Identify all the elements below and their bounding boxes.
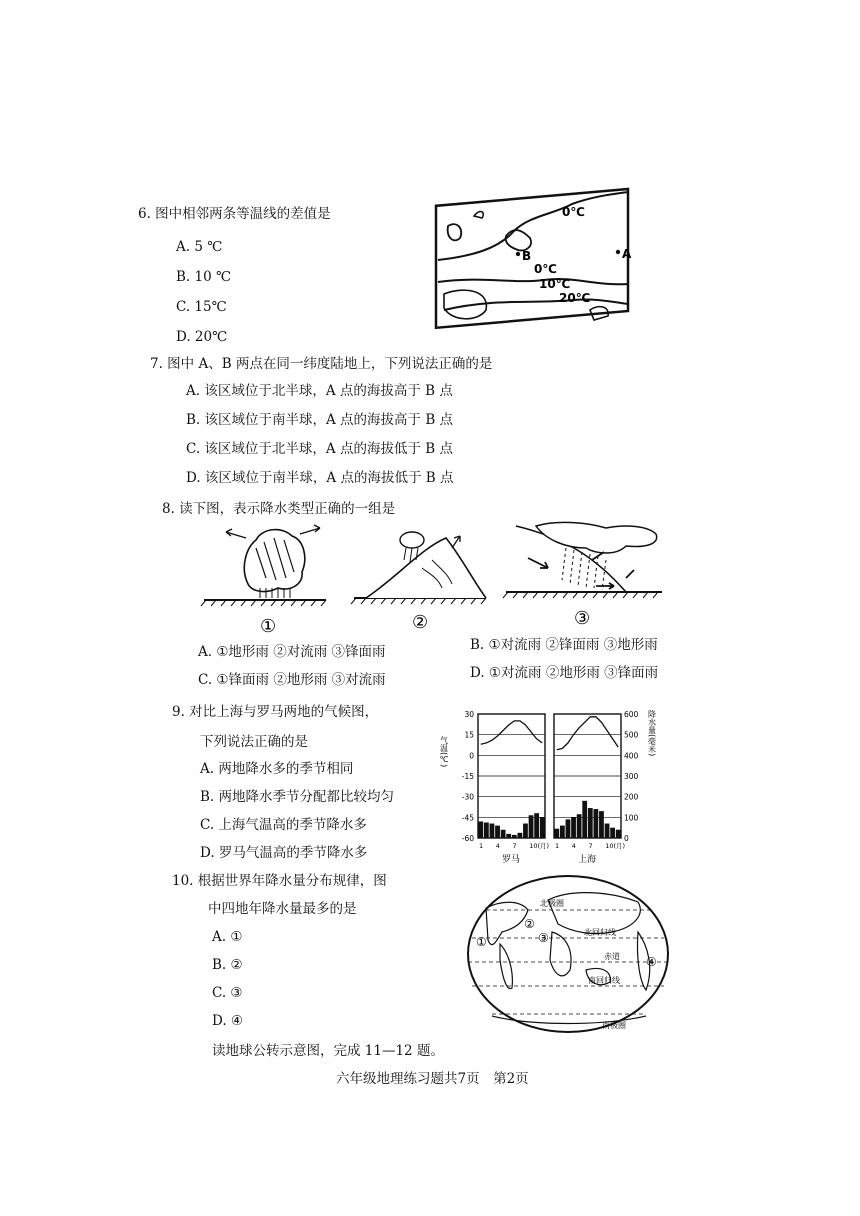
month-tick-label: 10(月): [529, 842, 550, 850]
left-axis-title: 气温(℃): [440, 736, 449, 768]
label-tropic-cancer: 北回归线: [584, 928, 616, 937]
q7-option-a[interactable]: A. 该区域位于北半球，A 点的海拔高于 B 点: [186, 383, 453, 399]
precipitation-bar: [593, 809, 598, 838]
month-tick-label: 7: [512, 842, 517, 850]
q9-option-c[interactable]: C. 上海气温高的季节降水多: [200, 817, 367, 833]
right-tick-label: 100: [624, 813, 639, 823]
precipitation-bar: [512, 835, 517, 838]
month-tick-label: 10(月): [605, 842, 626, 850]
month-tick-label: 4: [495, 842, 500, 850]
precipitation-bar: [571, 817, 576, 838]
page-footer: 六年级地理练习题共7页 第2页: [336, 1071, 529, 1087]
left-tick-label: 30: [464, 710, 474, 719]
precipitation-bar: [501, 830, 506, 838]
isotherm-map: [434, 186, 632, 332]
island-shape: [448, 224, 462, 240]
q9-option-d[interactable]: D. 罗马气温高的季节降水多: [200, 845, 368, 861]
precipitation-bar: [610, 828, 615, 838]
q7-option-c[interactable]: C. 该区域位于北半球，A 点的海拔低于 B 点: [186, 441, 453, 457]
precipitation-bar: [490, 824, 495, 838]
label-0c-mid: 0℃: [534, 262, 557, 276]
right-tick-label: 500: [624, 730, 639, 740]
q10-option-a[interactable]: A. ①: [212, 929, 243, 945]
precipitation-bar: [616, 830, 621, 838]
label-b: B: [522, 249, 532, 263]
label-0c-top: 0℃: [562, 205, 585, 219]
q6-option-c[interactable]: C. 15℃: [176, 299, 227, 315]
q8-question: 8. 读下图，表示降水类型正确的一组是: [162, 501, 396, 517]
q6-option-a[interactable]: A. 5 ℃: [176, 239, 223, 255]
map-point-1: ①: [476, 935, 487, 949]
isotherm-20: [444, 299, 628, 310]
q9-option-a[interactable]: A. 两地降水多的季节相同: [200, 761, 354, 777]
q7-option-d[interactable]: D. 该区域位于南半球，A 点的海拔低于 B 点: [186, 470, 454, 486]
right-tick-label: 300: [624, 772, 639, 781]
right-tick-label: 200: [624, 792, 639, 802]
city-label-shanghai: 上海: [578, 855, 597, 865]
precipitation-bar: [506, 834, 511, 838]
world-precipitation-map: [462, 870, 676, 1040]
point-a-dot: [616, 250, 620, 254]
q8-option-a[interactable]: A. ①地形雨 ②对流雨 ③锋面雨: [198, 644, 386, 660]
isotherm-10: [438, 279, 628, 284]
rome-temperature-line: [481, 721, 542, 744]
map-point-2: ②: [524, 917, 535, 931]
shanghai-temperature-line: [557, 717, 618, 750]
precipitation-bar: [566, 819, 571, 838]
climate-chart: [440, 706, 660, 866]
label-arctic-circle: 北极圈: [540, 899, 564, 908]
precipitation-bar: [582, 801, 587, 838]
month-tick-label: 1: [479, 842, 484, 850]
q8-option-b[interactable]: B. ①对流雨 ②锋面雨 ③地形雨: [470, 637, 658, 653]
precipitation-bar: [523, 824, 528, 838]
q10-option-d[interactable]: D. ④: [212, 1013, 244, 1029]
right-tick-label: 400: [624, 751, 639, 761]
q9-question-line1: 9. 对比上海与罗马两地的气候图，: [172, 704, 379, 720]
q8-option-c[interactable]: C. ①锋面雨 ②地形雨 ③对流雨: [198, 672, 386, 688]
city-label-rome: 罗马: [502, 855, 521, 865]
q10-option-b[interactable]: B. ②: [212, 957, 243, 973]
left-tick-label: -60: [461, 834, 474, 843]
frontal-rain-diagram: [503, 522, 662, 598]
precipitation-bar: [605, 824, 610, 838]
precipitation-bar: [577, 814, 582, 838]
month-tick-label: 4: [571, 842, 576, 850]
precipitation-bar: [534, 813, 539, 838]
left-tick-label: -30: [461, 792, 474, 802]
right-axis-title: 降水量(毫米): [647, 710, 657, 757]
month-tick-label: 7: [588, 842, 593, 850]
label-a: A: [622, 247, 632, 261]
figure-label-3: ③: [574, 608, 591, 629]
left-tick-label: -15: [461, 772, 474, 781]
precipitation-bar: [554, 829, 559, 838]
label-antarctic-circle: 南极圈: [602, 1021, 626, 1030]
label-20c: 20℃: [559, 291, 591, 305]
q8-option-d[interactable]: D. ①对流雨 ②地形雨 ③锋面雨: [470, 665, 659, 681]
left-tick-label: 0: [469, 751, 474, 761]
precipitation-bar: [495, 826, 500, 838]
map-point-3: ③: [538, 931, 549, 945]
label-10c: 10℃: [539, 277, 571, 291]
precipitation-bar: [599, 811, 604, 838]
q9-question-line2: 下列说法正确的是: [200, 734, 308, 750]
precipitation-bar: [478, 821, 483, 838]
precipitation-bar: [560, 826, 565, 838]
precipitation-bar: [588, 808, 593, 838]
q7-option-b[interactable]: B. 该区域位于南半球，A 点的海拔高于 B 点: [186, 412, 454, 428]
precipitation-types-figure: [186, 518, 664, 636]
left-tick-label: 15: [464, 730, 474, 740]
precipitation-bar: [484, 823, 489, 839]
q6-question: 6. 图中相邻两条等温线的差值是: [138, 206, 331, 222]
q10-question-line2: 中四地年降水量最多的是: [208, 901, 357, 917]
intro-11-12: 读地球公转示意图，完成 11—12 题。: [212, 1043, 444, 1059]
q7-question: 7. 图中 A、B 两点在同一纬度陆地上，下列说法正确的是: [150, 356, 493, 372]
q9-option-b[interactable]: B. 两地降水季节分配都比较均匀: [200, 789, 395, 805]
label-tropic-capricorn: 南回归线: [588, 976, 620, 985]
q6-option-b[interactable]: B. 10 ℃: [176, 269, 232, 285]
closed-isotherm: [506, 230, 531, 250]
label-equator: 赤道: [604, 952, 620, 961]
right-tick-label: 600: [624, 710, 639, 719]
figure-label-1: ①: [260, 616, 277, 636]
orographic-rain-diagram: [351, 532, 486, 604]
convection-rain-diagram: [201, 525, 326, 606]
small-island: [474, 212, 483, 218]
precipitation-bar: [540, 817, 545, 838]
left-tick-label: -45: [461, 813, 474, 823]
month-tick-label: 1: [555, 842, 560, 850]
q10-option-c[interactable]: C. ③: [212, 985, 243, 1001]
precipitation-bar: [517, 833, 522, 838]
precipitation-bar: [529, 815, 534, 838]
map-point-4: ④: [646, 955, 657, 969]
figure-label-2: ②: [412, 612, 429, 633]
q6-option-d[interactable]: D. 20℃: [176, 329, 228, 345]
q10-question-line1: 10. 根据世界年降水量分布规律，图: [172, 873, 387, 889]
right-tick-label: 0: [624, 834, 629, 843]
point-b-dot: [516, 252, 520, 256]
